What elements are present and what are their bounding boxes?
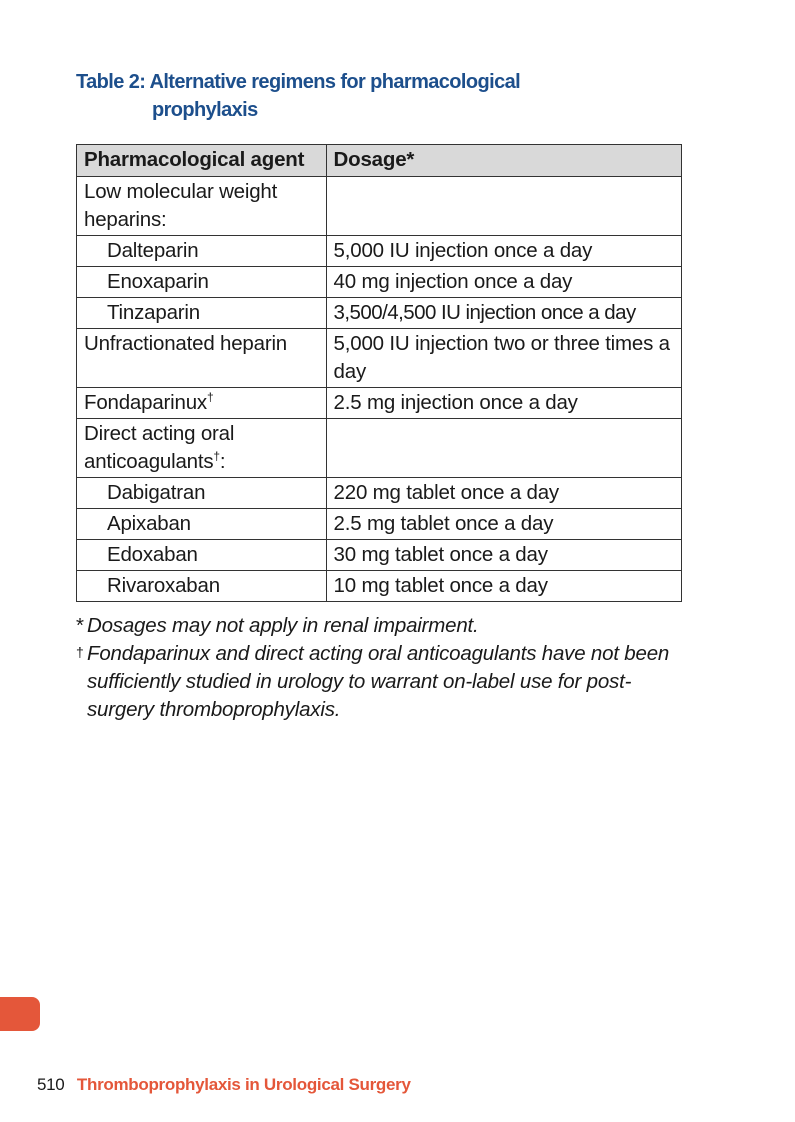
- dagger-mark: †: [206, 390, 214, 404]
- agent-cell: [77, 419, 327, 478]
- table-header-row: [77, 145, 682, 177]
- table-row: [77, 509, 682, 540]
- footnote-text: Dosages may not apply in renal impairment.: [87, 614, 479, 637]
- dosage-cell: 5,000 IU injection once a day: [326, 236, 681, 267]
- table-row: [77, 388, 682, 419]
- agent-cell: Dalteparin: [77, 236, 327, 267]
- agent-suffix: :: [219, 450, 226, 473]
- dosage-cell: 40 mg injection once a day: [326, 267, 681, 298]
- table-row: [77, 419, 682, 478]
- footnote-marker: *: [76, 614, 84, 637]
- agent-cell: Dabigatran: [77, 478, 327, 509]
- table-title-line-2: prophylaxis: [152, 99, 258, 121]
- table-row: [77, 329, 682, 388]
- agent-cell: Unfractionated heparin: [77, 329, 327, 388]
- table-row: [77, 571, 682, 602]
- footnotes: [76, 612, 696, 724]
- header-agent: Pharmacological agent: [77, 145, 327, 177]
- dosage-cell: 3,500/4,500 IU injection once a day: [326, 298, 681, 329]
- agent-cell: [77, 388, 327, 419]
- dagger-mark: †: [213, 449, 220, 463]
- agent-cell: Rivaroxaban: [77, 571, 327, 602]
- footnote-dagger: [76, 640, 696, 724]
- agent-cell: Edoxaban: [77, 540, 327, 571]
- agent-cell: Apixaban: [77, 509, 327, 540]
- dosage-cell: 30 mg tablet once a day: [326, 540, 681, 571]
- dosage-cell: [326, 177, 681, 236]
- dosage-cell: 10 mg tablet once a day: [326, 571, 681, 602]
- table-row: [77, 177, 682, 236]
- table-row: [77, 298, 682, 329]
- agent-name: Fondaparinux: [84, 391, 207, 414]
- chapter-title: Thromboprophylaxis in Urological Surgery: [76, 1075, 411, 1094]
- agent-cell: Enoxaparin: [77, 267, 327, 298]
- table-title: [76, 68, 520, 124]
- header-dosage: Dosage*: [326, 145, 681, 177]
- dosage-cell: 2.5 mg injection once a day: [326, 388, 681, 419]
- page-number: 510: [37, 1075, 65, 1094]
- chapter-tab-marker: [0, 997, 40, 1031]
- table-row: [77, 236, 682, 267]
- table-row: [77, 267, 682, 298]
- agent-cell: Tinzaparin: [77, 298, 327, 329]
- footnote-marker: †: [76, 644, 84, 660]
- agent-name: Direct acting oral anticoagulants: [84, 422, 235, 473]
- dosage-cell: 5,000 IU injection two or three times a day: [326, 329, 681, 388]
- footnote-text: Fondaparinux and direct acting oral anticoagulants have not been sufficiently studied in urology to warrant on-label use for post-surgery thromboprophylaxis.: [87, 642, 670, 721]
- agent-cell: Low molecular weight heparins:: [77, 177, 327, 236]
- table-row: [77, 540, 682, 571]
- table-title-line-1: Table 2: Alternative regimens for pharmacological: [76, 71, 521, 93]
- footnote-asterisk: [76, 612, 696, 640]
- dosage-table: [76, 144, 682, 602]
- dosage-cell: 220 mg tablet once a day: [326, 478, 681, 509]
- page-footer: [37, 1074, 411, 1096]
- dosage-cell: [326, 419, 681, 478]
- dosage-cell: 2.5 mg tablet once a day: [326, 509, 681, 540]
- table-row: [77, 478, 682, 509]
